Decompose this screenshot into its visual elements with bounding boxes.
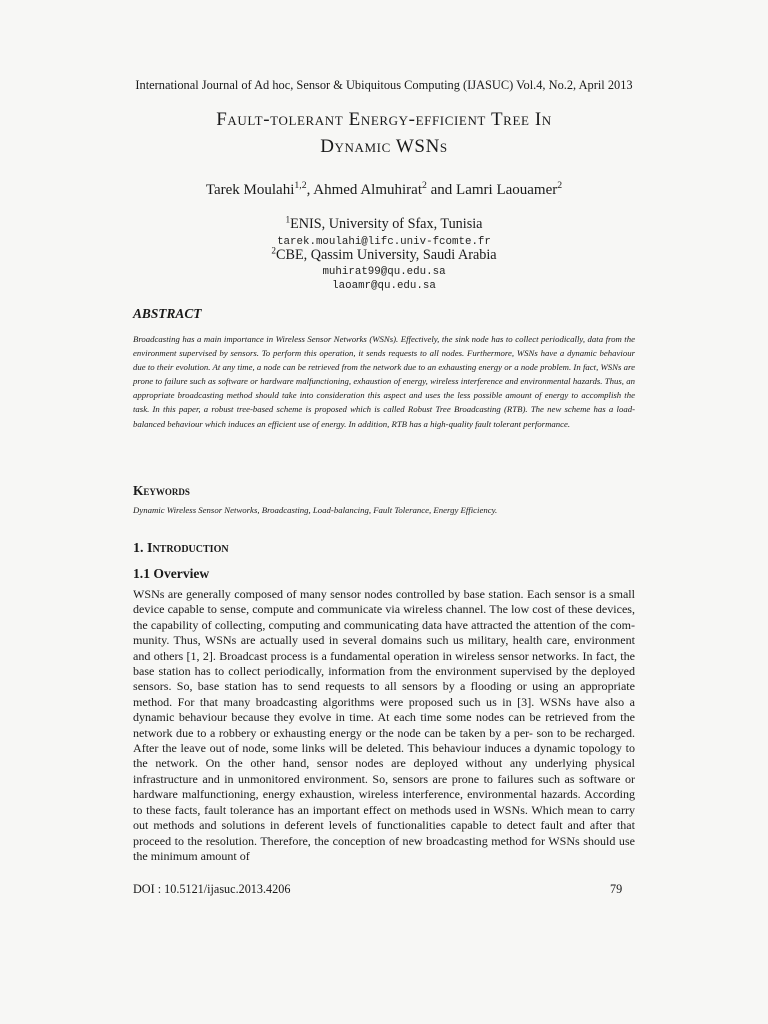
author-list (0, 182, 768, 199)
author-separator: and (426, 182, 457, 198)
doi-footer: DOI : 10.5121/ijasuc.2013.4206 (133, 882, 291, 896)
affiliation-2 (0, 247, 768, 264)
affiliation-1-text: ENIS, University of Sfax, Tunisia (290, 216, 483, 232)
author-3: Lamri Laouamer (456, 182, 558, 198)
author-1-affil: 1,2 (294, 180, 307, 191)
section-title: Introduction (147, 541, 229, 556)
subsection-heading: 1.1 Overview (133, 566, 210, 581)
section-heading (133, 541, 229, 557)
email-3: laoamr@qu.edu.sa (332, 280, 436, 292)
abstract-text: Broadcasting has a main importance in Wireless Sensor Networks (WSNs). Effectively, the sink node has to collect periodically, data from the environment supervised by sensors. To perform this operation, it sends requests to all nodes. Furthermore, WSNs have a dynamic behaviour due to their evolution. At any time, a node can be retrieved from the network due to an exhausting energy or a node problem. In fact, WSNs are prone to failure such as software or hardware malfunctioning, exhaustion of energy, wireless interference and environmental hazards. Thus, an appropriate broadcasting method should take into consideration this aspect and uses the less possible amount of energy to accomplish the task. In this paper, a robust tree-based scheme is proposed which is called Robust Tree Broadcasting (RTB). The new scheme has a load-balanced behaviour which induces an efficient use of energy. In addition, RTB has a high-quality fault tolerant performance. (133, 334, 635, 429)
affiliation-1-marker: 1 (285, 214, 291, 225)
email-1: tarek.moulahi@lifc.univ-fcomte.fr (277, 236, 491, 248)
author-3-affil: 2 (557, 180, 563, 191)
keywords-heading: Keywords (133, 483, 190, 498)
body-paragraph: WSNs are generally composed of many sensor nodes controlled by base station. Each sensor is a small device capable to sense, compute and communicate via wireless channel. The low cost of these devices, the capability of collecting, computing and communicating data have attracted the attention of the com- munity. Thus, WSNs are actually used in several domains such us military, health care, environment and others [1, 2]. Broadcast process is a fundamental operation in wireless sensor networks. In fact, the base station has to collect periodically, information from the environment supervised by the deployed sensors. So, base station has to send requests to all sensors by a flooding or using an appropriate method. For that many broadcasting algorithms were proposed such us in [3]. WSNs have also a dynamic behaviour because they evolve in time. At each time some nodes can be retrieved from the network due to a robbery or exhausting energy or the node can be taken by a per- son to be recharged. After the leave out of node, some links will be deleted. This behaviour induces a dynamic topology to the network. On the other hand, sensor nodes are deployed without any underlying physical infrastructure and in unmonitored environment. So, sensors are prone to failures such as software or hardware malfunctioning, energy exhaustion, wireless interference, environmental hazards. According to these facts, fault tolerance has an important effect on methods used in WSNs. Which mean to carry out methods and solutions in deferent levels of functionalities capable to detect fault and after that proceed to the resolution. Therefore, the conception of new broadcasting method for WSNs should use the minimum amount of (133, 587, 635, 863)
affiliation-2-marker: 2 (271, 245, 277, 256)
title-line-1: Fault-tolerant Energy-efficient Tree In (216, 109, 552, 130)
abstract-heading: ABSTRACT (133, 306, 202, 321)
journal-header: International Journal of Ad hoc, Sensor & Ubiquitous Computing (IJASUC) Vol.4, No.2, April 2013 (135, 78, 633, 92)
affiliation-1 (0, 216, 768, 233)
author-2-affil: 2 (422, 180, 427, 191)
author-2: Ahmed Almuhirat (313, 182, 422, 198)
email-2: muhirat99@qu.edu.sa (322, 266, 446, 278)
paper-title (0, 106, 768, 160)
author-1: Tarek Moulahi (205, 182, 295, 198)
affiliation-2-text: CBE, Qassim University, Saudi Arabia (276, 247, 497, 263)
author-separator: , (306, 182, 314, 198)
keywords-text: Dynamic Wireless Sensor Networks, Broadcasting, Load-balancing, Fault Tolerance, Energy Efficiency. (133, 505, 498, 515)
section-number: 1. (133, 541, 147, 556)
title-line-2: Dynamic WSNs (320, 136, 448, 157)
page-number: 79 (610, 882, 623, 896)
